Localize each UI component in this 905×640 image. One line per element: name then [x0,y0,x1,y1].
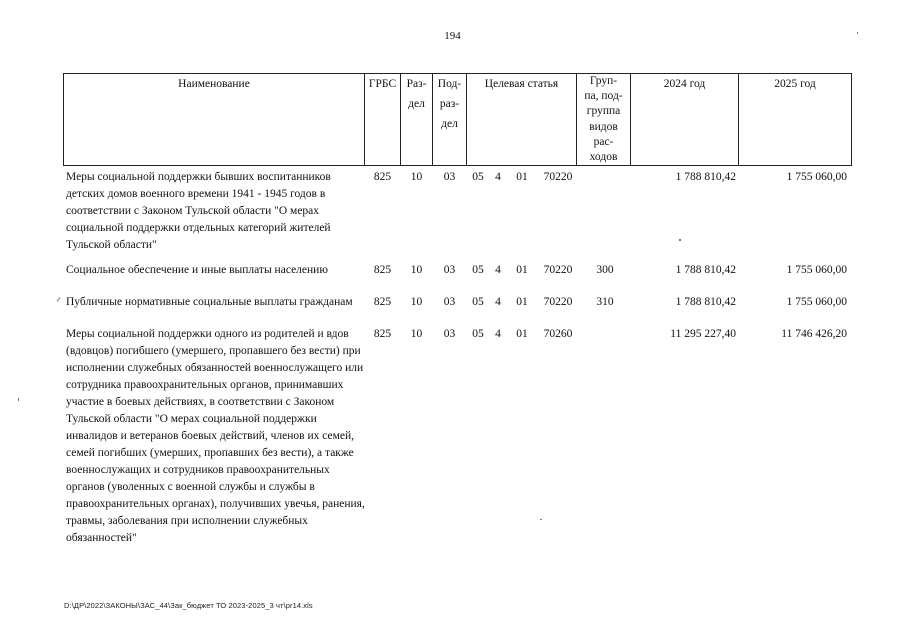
header-name-label: Наименование [178,78,250,90]
row-grbs: 825 [373,296,392,308]
row-cs-program: 05 [472,328,484,340]
header-podrazdel [432,73,467,166]
header-podrazdel-line: дел [441,118,458,130]
row-cs-main: 01 [516,264,528,276]
header-gruppa-line: ходов [589,151,618,164]
scan-mark [18,398,19,401]
header-gruppa-line: видов [589,120,618,133]
header-grbs [364,73,401,166]
header-2025-label: 2025 год [774,78,816,90]
row-amount-2024: 11 295 227,40 [670,328,736,340]
row-podrazdel: 03 [443,171,456,183]
row-cs-type: 4 [495,171,501,183]
header-podrazdel-line: раз- [439,98,460,110]
row-grbs: 825 [373,171,392,183]
row-cs-main: 01 [516,328,528,340]
header-2025 [738,73,852,166]
header-gruppa-line: группа [586,105,621,118]
row-cs-type: 4 [495,264,501,276]
row-cs-direction: 70220 [543,264,573,276]
header-razdel-line: Раз- [406,78,427,90]
scan-mark [679,239,681,241]
row-razdel: 10 [410,328,423,340]
row-grbs: 825 [373,328,392,340]
row-cs-type: 4 [495,328,501,340]
row-cs-program: 05 [472,171,484,183]
row-cs-program: 05 [472,264,484,276]
row-amount-2025: 11 746 426,20 [781,328,847,340]
row-name: Социальное обеспечение и иные выплаты населению [66,264,328,276]
header-gruppa-line: Груп- [589,75,618,87]
row-razdel: 10 [410,296,423,308]
header-2024 [630,73,739,166]
header-2024-label: 2024 год [663,78,706,90]
header-podrazdel-line: Под- [437,78,462,90]
scan-mark [57,297,61,301]
row-grbs: 825 [373,264,392,276]
row-razdel: 10 [410,171,423,183]
row-cs-direction: 70220 [543,171,573,183]
header-gruppa-line: па, под- [584,90,623,103]
footer-file-path: D:\ДР\2022\ЗАКОНЫ\ЗАС_44\Зак_бюджет ТО 2023-2025_3 чт\pr14.xls [64,601,313,610]
page-number: 194 [444,30,461,42]
row-vr: 310 [596,296,614,308]
row-amount-2024: 1 788 810,42 [675,264,736,276]
row-amount-2024: 1 788 810,42 [675,296,736,308]
row-podrazdel: 03 [443,328,456,340]
header-gruppa-line: рас- [593,135,614,148]
header-razdel [400,73,433,166]
header-name [63,73,365,166]
row-cs-program: 05 [472,296,484,308]
scan-mark [540,519,542,520]
row-amount-2025: 1 755 060,00 [786,264,847,276]
row-cs-direction: 70220 [543,296,573,308]
row-podrazdel: 03 [443,264,456,276]
row-name: Меры социальной поддержки одного из родителей и вдов (вдовцов) погибшего (умершего, пропавшего без вести) при исполнении служебных обязанностей военнослужащего или сотрудника правоохранительных органов, принимавших участие в боевых действиях, в соответствии с Законом Тульской области "О мерах социальной поддержки инвалидов и ветеранов боевых действий, членов их семей, семей погибших (умерших, пропавших без вести), а также военнослужащих и сотрудников правоохранительных органов (уволенных с военной службы и службы в правоохранительных органах), получивших увечья, ранения, травмы, заболевания при исполнении служебных обязанностей" [66,328,365,544]
row-amount-2024: 1 788 810,42 [675,171,736,183]
header-razdel-line: дел [408,98,425,110]
row-cs-main: 01 [516,171,528,183]
row-cs-direction: 70260 [543,328,573,340]
scan-mark [857,32,858,34]
row-cs-main: 01 [516,296,528,308]
header-grbs-label: ГРБС [368,78,397,90]
row-amount-2025: 1 755 060,00 [786,296,847,308]
row-name: Меры социальной поддержки бывших воспитанников детских домов военного времени 1941 - 1945 годов в соответствии с Законом Тульской области "О мерах социальной поддержки отдельных категорий жителей Тульской области" [66,171,331,251]
row-vr: 300 [596,264,614,276]
row-cs-type: 4 [495,296,501,308]
header-gruppa [576,73,631,166]
row-razdel: 10 [410,264,423,276]
row-podrazdel: 03 [443,296,456,308]
header-celevaya-label: Целевая статья [484,78,559,90]
row-amount-2025: 1 755 060,00 [786,171,847,183]
header-celevaya [466,73,577,166]
row-name: Публичные нормативные социальные выплаты гражданам [66,296,353,308]
